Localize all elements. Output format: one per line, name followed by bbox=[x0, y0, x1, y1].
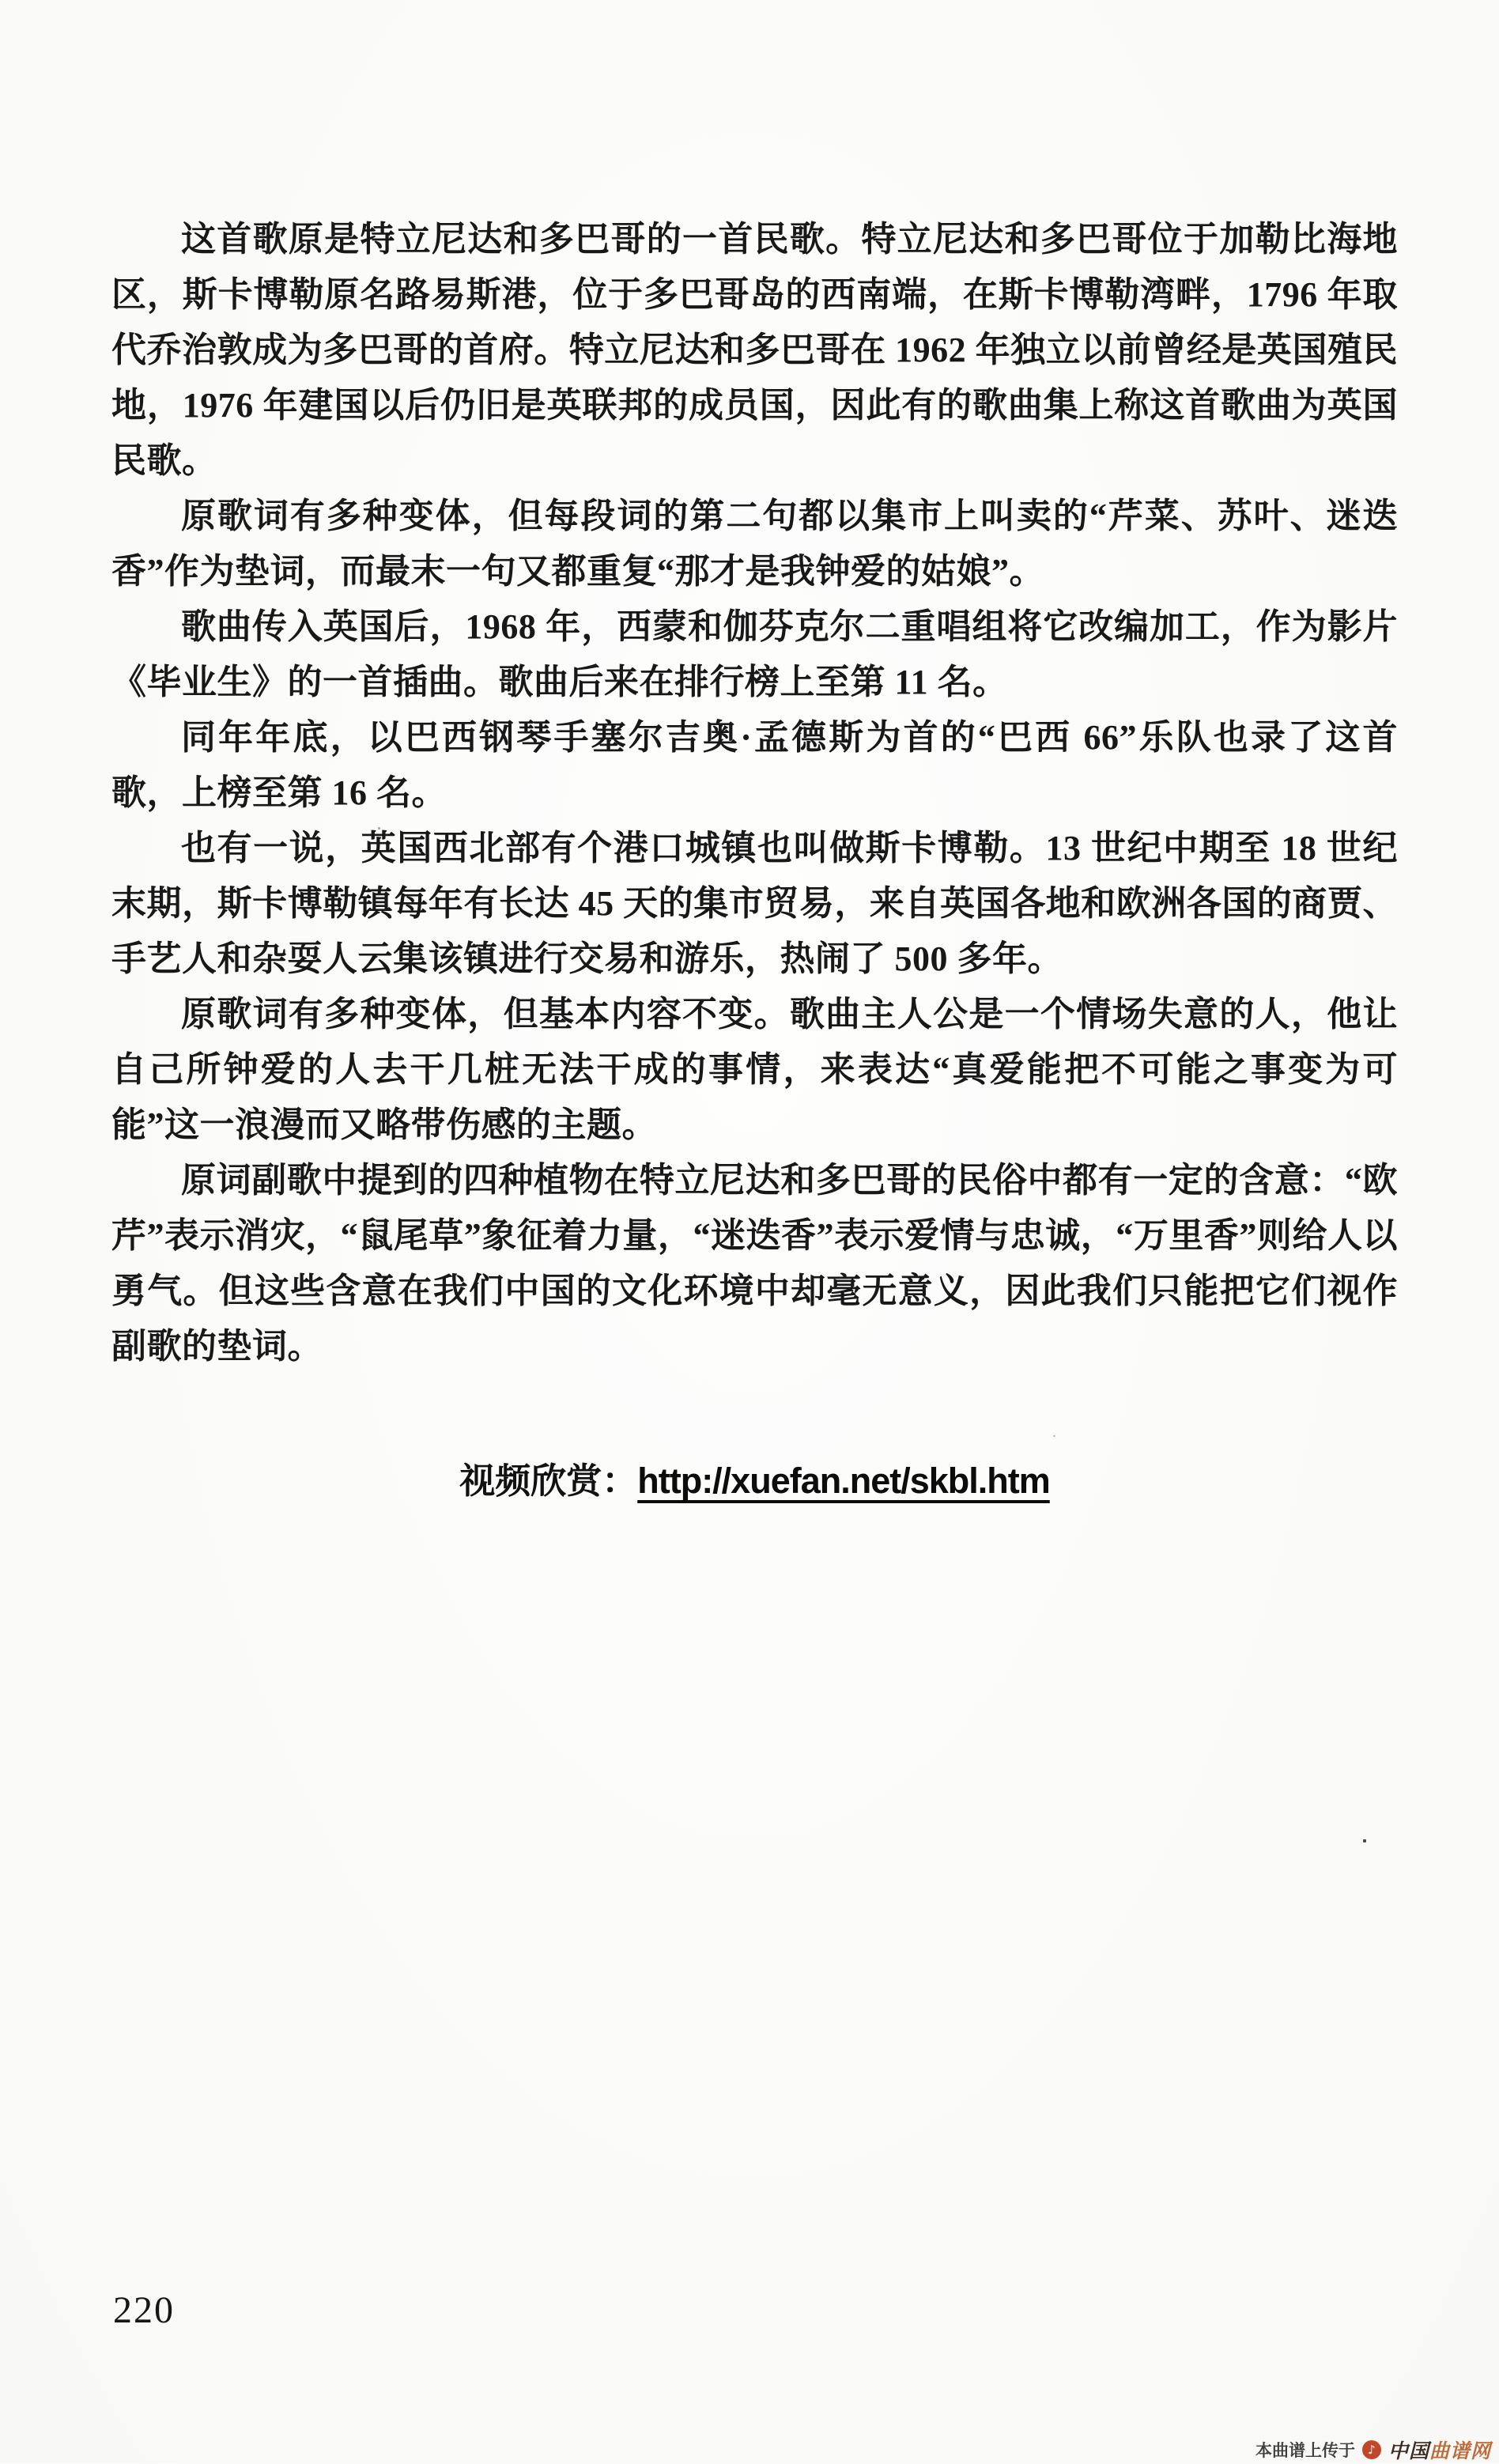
music-note-logo-icon: ♪ bbox=[1362, 2440, 1381, 2459]
scan-speck bbox=[378, 827, 380, 830]
video-appreciation-line bbox=[111, 1452, 1398, 1503]
video-url-link[interactable]: http://xuefan.net/skbl.htm bbox=[637, 1461, 1050, 1501]
paragraph-song-theme: 原歌词有多种变体，但基本内容不变。歌曲主人公是一个情场失意的人，他让自己所钟爱的人去干几桩无法干成的事情，来表达“真爱能把不可能之事变为可能”这一浪漫而又略带伤感的主题。 bbox=[111, 995, 1398, 1144]
watermark-site-name-net: 曲谱网 bbox=[1429, 2440, 1491, 2462]
paragraph-scarborough-town: 也有一说，英国西北部有个港口城镇也叫做斯卡博勒。13 世纪中期至 18 世纪末期，斯卡博勒镇每年有长达 45 天的集市贸易，来自英国各地和欧洲各国的商贾、手艺人和杂耍人云集该镇进行交易和游乐，热闹了 500 多年。 bbox=[111, 829, 1398, 978]
watermark bbox=[1255, 2436, 1491, 2464]
page-number: 220 bbox=[113, 2289, 175, 2331]
watermark-site-name bbox=[1388, 2436, 1491, 2464]
paragraph-origin-trinidad: 这首歌原是特立尼达和多巴哥的一首民歌。特立尼达和多巴哥位于加勒比海地区，斯卡博勒原名路易斯港，位于多巴哥岛的西南端，在斯卡博勒湾畔，1796 年取代乔治敦成为多巴哥的首府。特立尼达和多巴哥在 1962 年独立以前曾经是英国殖民地，1976 年建国以后仍旧是英联邦的成员国，因此有的歌曲集上称这首歌曲为英国民歌。 bbox=[111, 220, 1398, 480]
paragraph-brasil-66: 同年年底，以巴西钢琴手塞尔吉奥·孟德斯为首的“巴西 66”乐队也录了这首歌，上榜至第 16 名。 bbox=[111, 718, 1398, 812]
paragraph-simon-garfunkel: 歌曲传入英国后，1968 年，西蒙和伽芬克尔二重唱组将它改编加工，作为影片《毕业生》的一首插曲。歌曲后来在排行榜上至第 11 名。 bbox=[111, 607, 1398, 701]
watermark-site-name-cn: 中国 bbox=[1388, 2440, 1429, 2462]
watermark-prefix-text: 本曲谱上传于 bbox=[1255, 2442, 1355, 2460]
scan-speck bbox=[1053, 1435, 1055, 1437]
paragraph-four-herbs: 原词副歌中提到的四种植物在特立尼达和多巴哥的民俗中都有一定的含意：“欧芹”表示消灾，“鼠尾草”象征着力量，“迷迭香”表示爱情与忠诚，“万里香”则给人以勇气。但这些含意在我们中国的文化环境中却毫无意义，因此我们只能把它们视作副歌的垫词。 bbox=[111, 1161, 1398, 1366]
paragraph-lyric-variants: 原歌词有多种变体，但每段词的第二句都以集市上叫卖的“芹菜、苏叶、迷迭香”作为垫词，而最末一句又都重复“那才是我钟爱的姑娘”。 bbox=[111, 497, 1398, 591]
video-appreciation-label: 视频欣赏： bbox=[459, 1461, 638, 1501]
scan-speck bbox=[1363, 1839, 1366, 1842]
article-body bbox=[111, 212, 1398, 1503]
